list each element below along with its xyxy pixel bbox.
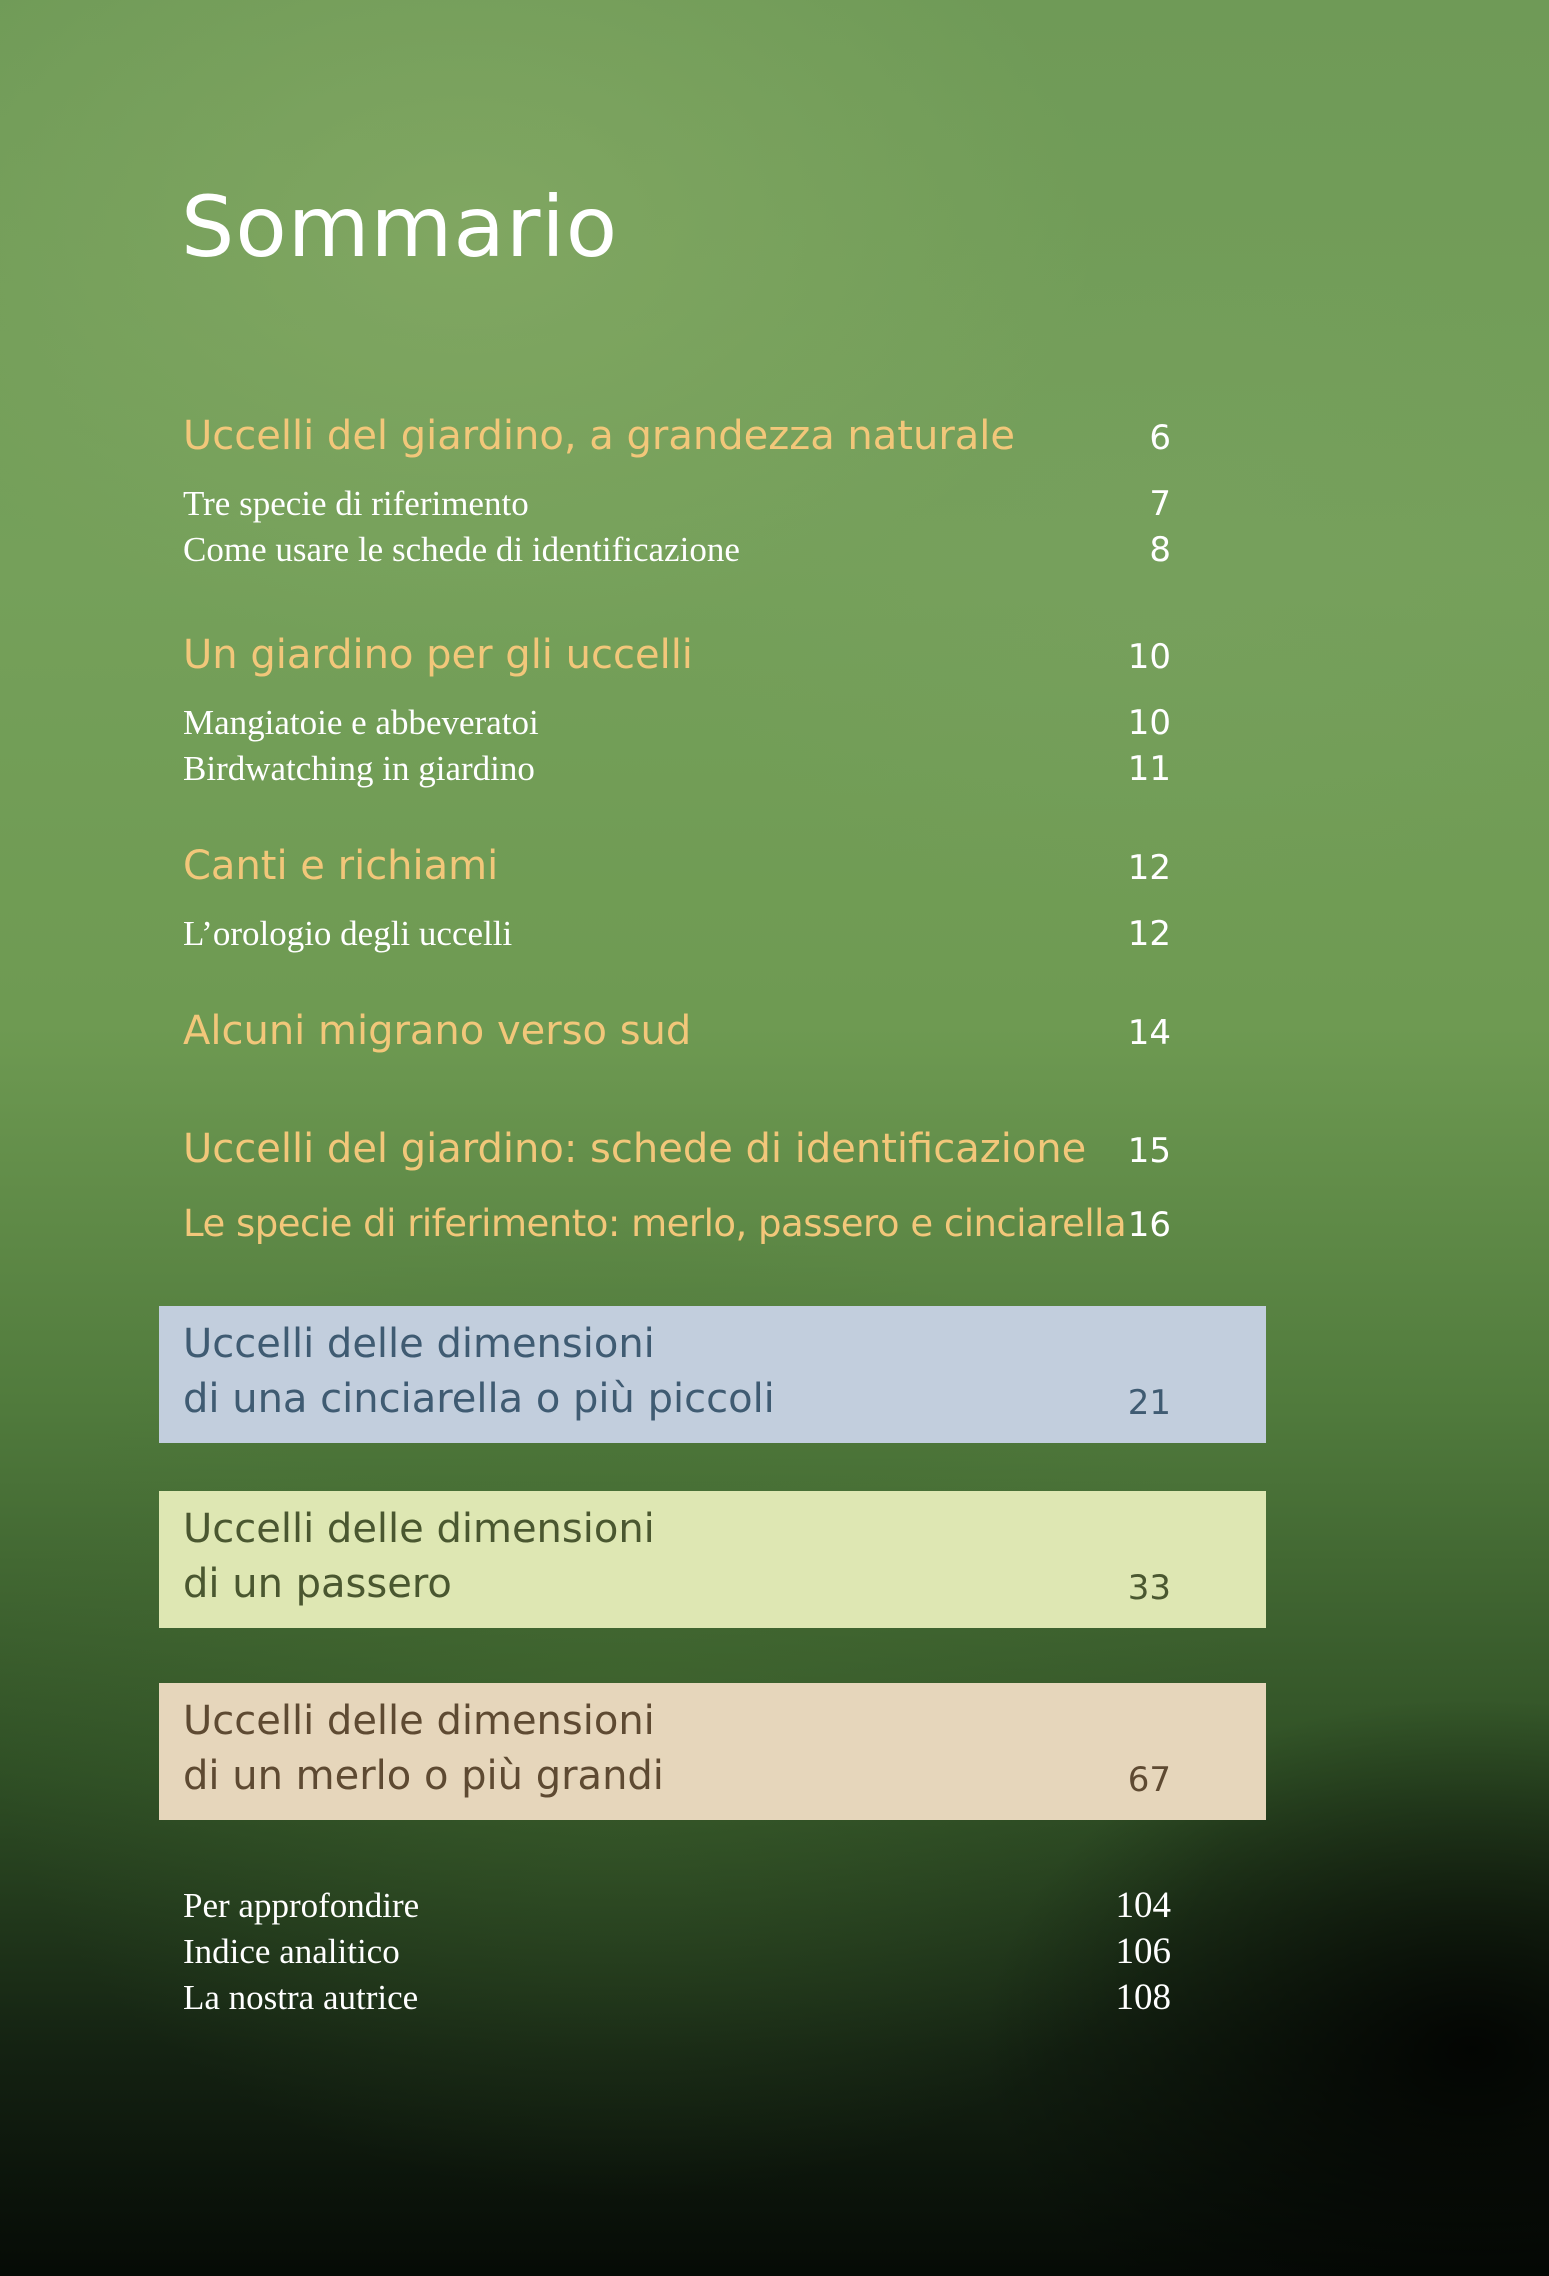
appendix-entry[interactable]	[183, 1930, 1171, 1973]
toc-entry[interactable]	[183, 1202, 1171, 1245]
size-box-blue-tit[interactable]	[159, 1306, 1266, 1443]
toc-entry-page: 8	[1149, 530, 1171, 570]
section-heading-page: 12	[1127, 848, 1171, 888]
appendix-entry-label: Indice analitico	[183, 1932, 400, 1971]
appendix-entry-label: Per approfondire	[183, 1886, 420, 1925]
toc-entry-label: Come usare le schede di identificazione	[183, 530, 740, 569]
appendix-entry[interactable]	[183, 1884, 1171, 1927]
toc-entry-label: Le specie di riferimento: merlo, passero e cinciarella	[183, 1202, 1127, 1245]
size-box-page: 67	[1127, 1760, 1171, 1800]
section-heading-page: 15	[1127, 1131, 1171, 1171]
size-box-line2: di un merlo o più grandi	[183, 1753, 664, 1799]
toc-entry-page: 12	[1127, 914, 1171, 954]
size-box-line2: di una cinciarella o più piccoli	[183, 1376, 775, 1422]
toc-entry[interactable]	[183, 703, 1171, 743]
size-box-page: 21	[1127, 1383, 1171, 1423]
toc-entry-label: Tre specie di riferimento	[183, 484, 529, 523]
size-box-sparrow[interactable]	[159, 1491, 1266, 1628]
toc-entry[interactable]	[183, 530, 1171, 570]
size-box-line1: Uccelli delle dimensioni	[183, 1321, 655, 1367]
toc-section-heading[interactable]	[183, 843, 1171, 889]
section-heading-label: Uccelli del giardino: schede di identificazione	[183, 1126, 1087, 1172]
toc-section-heading[interactable]	[183, 413, 1171, 459]
toc-section-heading[interactable]	[183, 1008, 1171, 1054]
toc-entry-page: 16	[1127, 1205, 1171, 1245]
section-heading-label: Alcuni migrano verso sud	[183, 1008, 692, 1054]
size-box-page: 33	[1127, 1568, 1171, 1608]
toc-section-heading[interactable]	[183, 1126, 1171, 1172]
size-box-line2: di un passero	[183, 1561, 452, 1607]
size-box-line1: Uccelli delle dimensioni	[183, 1506, 655, 1552]
toc-entry-page: 7	[1149, 484, 1171, 524]
page-title: Sommario	[181, 178, 619, 276]
section-heading-label: Canti e richiami	[183, 843, 499, 889]
toc-entry-page: 10	[1127, 703, 1171, 743]
appendix-entry[interactable]	[183, 1976, 1171, 2019]
toc-entry[interactable]	[183, 914, 1171, 954]
toc-section-heading[interactable]	[183, 632, 1171, 678]
section-heading-page: 10	[1127, 637, 1171, 677]
section-heading-page: 14	[1127, 1013, 1171, 1053]
size-box-line1: Uccelli delle dimensioni	[183, 1698, 655, 1744]
appendix-entry-page: 104	[1115, 1885, 1171, 1926]
section-heading-label: Uccelli del giardino, a grandezza naturale	[183, 413, 1015, 459]
toc-entry-page: 11	[1127, 749, 1171, 789]
toc-entry-label: Birdwatching in giardino	[183, 749, 535, 788]
toc-entry-label: Mangiatoie e abbeveratoi	[183, 703, 539, 742]
toc-entry[interactable]	[183, 484, 1171, 524]
appendix-entry-label: La nostra autrice	[183, 1978, 419, 2017]
toc-entry[interactable]	[183, 749, 1171, 789]
size-box-blackbird[interactable]	[159, 1683, 1266, 1820]
toc-entry-label: L’orologio degli uccelli	[183, 914, 513, 953]
section-heading-page: 6	[1149, 418, 1171, 458]
section-heading-label: Un giardino per gli uccelli	[183, 632, 693, 678]
appendix-entry-page: 108	[1115, 1977, 1171, 2018]
appendix-entry-page: 106	[1115, 1931, 1171, 1972]
